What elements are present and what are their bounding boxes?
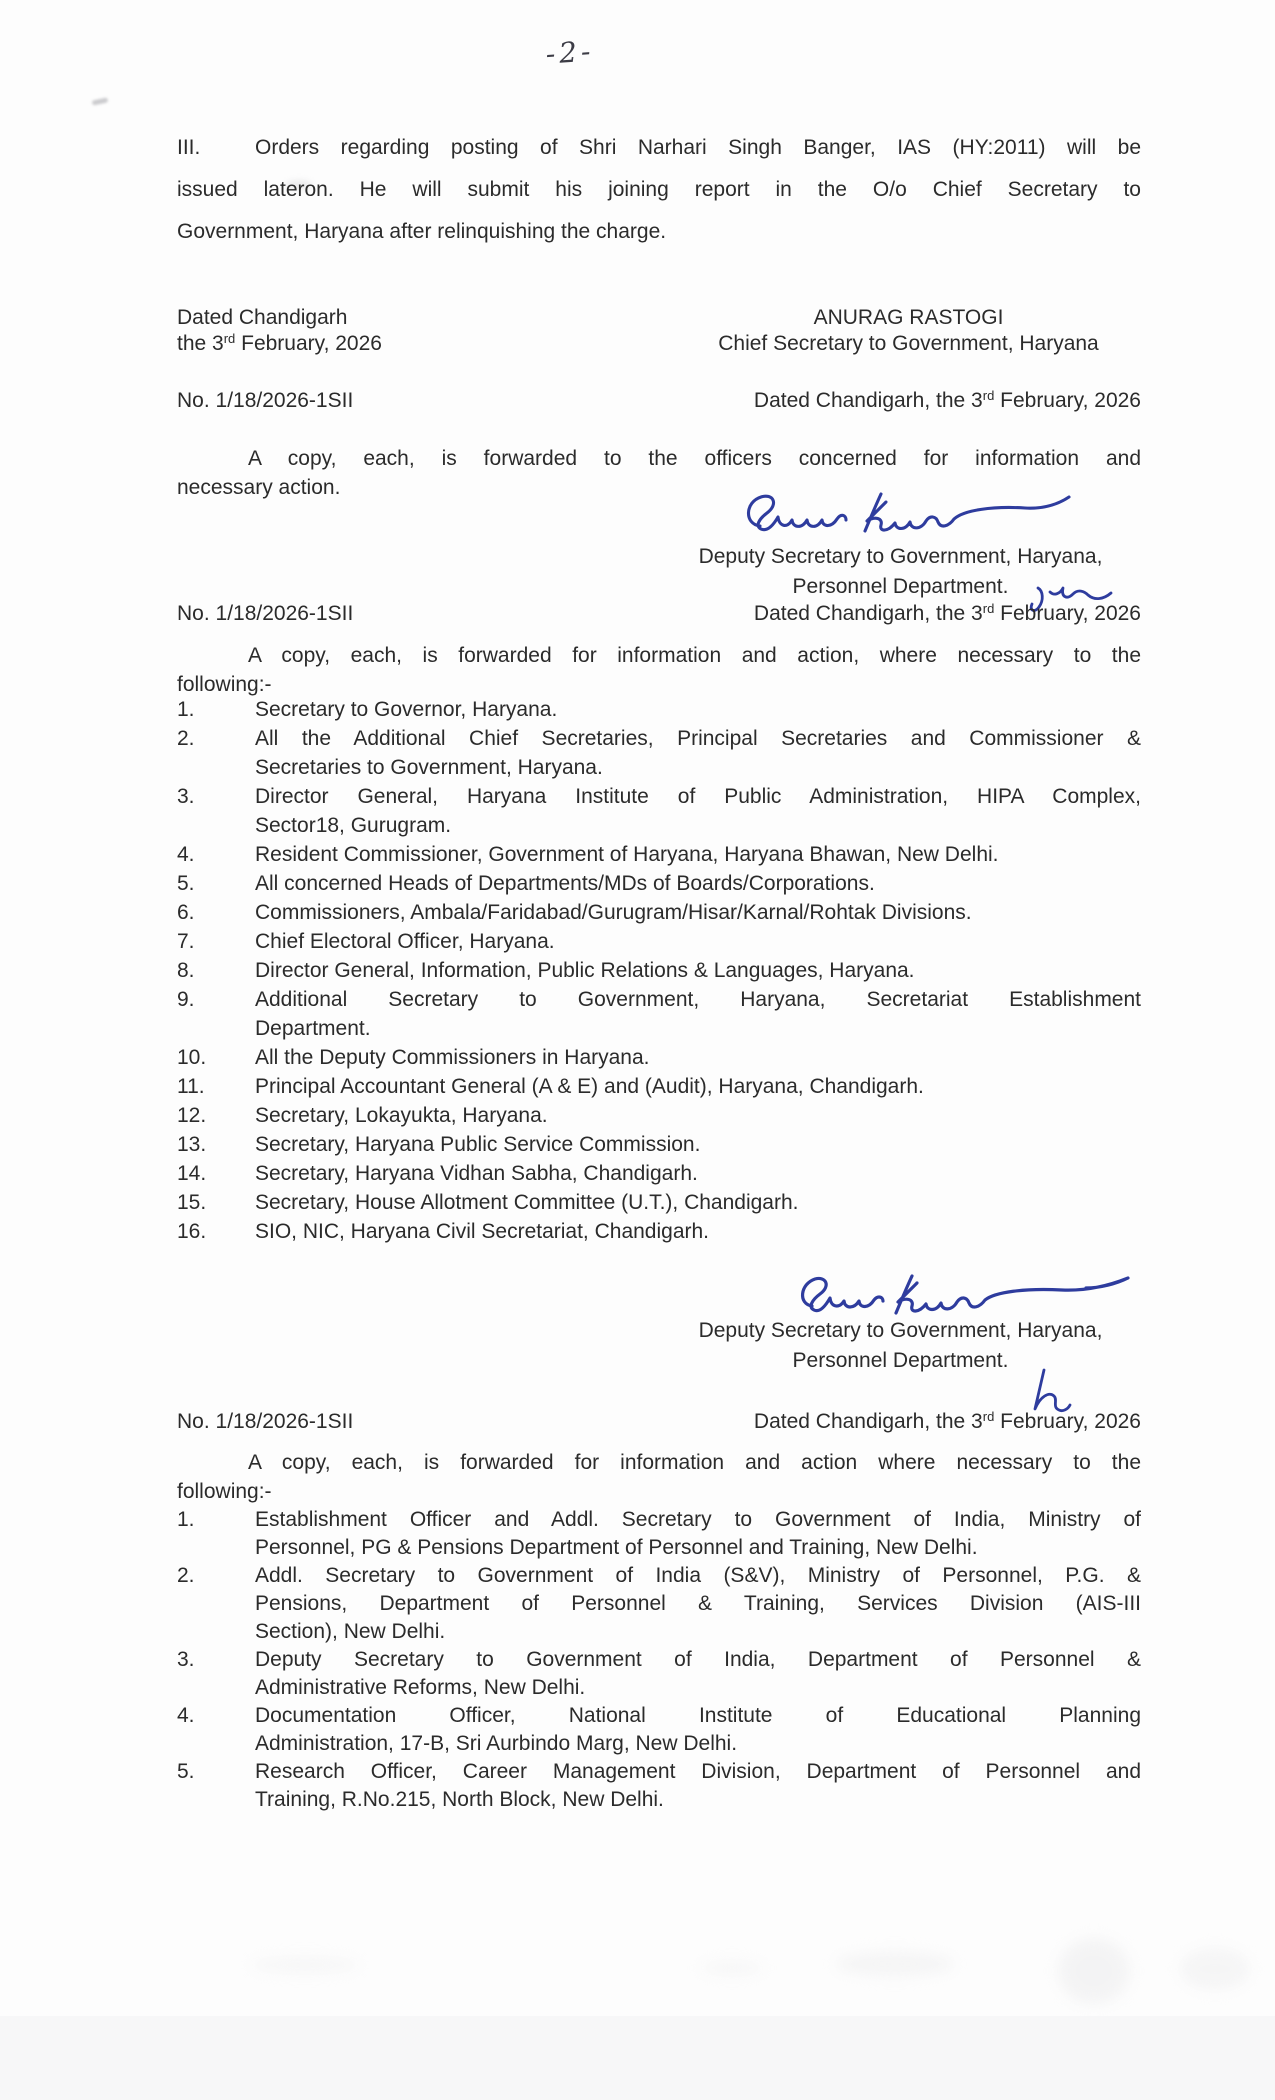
list-item: 8. Director General, Information, Public Relations & Languages, Haryana. bbox=[177, 959, 915, 982]
signatory-block bbox=[676, 305, 1141, 357]
ordinal-superscript: rd bbox=[982, 388, 995, 403]
list-item: 11. Principal Accountant General (A & E) and (Audit), Haryana, Chandigarh. bbox=[177, 1075, 924, 1098]
paragraph-line: necessary action. bbox=[177, 476, 341, 499]
paragraph-line: following:- bbox=[177, 673, 272, 696]
list-item: 10. All the Deputy Commissioners in Haryana. bbox=[177, 1046, 650, 1069]
page-number-mark: -2- bbox=[544, 34, 596, 71]
paragraph-line: issued lateron. He will submit his joining report in the O/o Chief Secretary to bbox=[177, 178, 1141, 201]
paragraph-line: Orders regarding posting of Shri Narhari Singh Banger, IAS (HY:2011) will be bbox=[255, 136, 1141, 159]
signatory-title: Chief Secretary to Government, Haryana bbox=[718, 332, 1099, 355]
signature-ink-suresh-kumar bbox=[790, 1270, 1135, 1320]
paragraph-line: A copy, each, is forwarded for information and action, where necessary to the bbox=[248, 644, 1141, 667]
list-item: 15. Secretary, House Allotment Committee (U.T.), Chandigarh. bbox=[177, 1191, 799, 1214]
ordinal-superscript: rd bbox=[982, 1409, 995, 1424]
deputy-secretary-block bbox=[660, 542, 1141, 602]
paragraph-line: A copy, each, is forwarded for information and action where necessary to the bbox=[248, 1451, 1141, 1474]
paragraph-line: A copy, each, is forwarded to the officers concerned for information and bbox=[248, 447, 1141, 470]
dated-date: the 3rd February, 2026 bbox=[177, 331, 382, 355]
list-item: 6. Commissioners, Ambala/Faridabad/Gurugram/Hisar/Karnal/Rohtak Divisions. bbox=[177, 901, 972, 924]
reference-number: No. 1/18/2026-1SII bbox=[177, 389, 354, 412]
distribution-list-2 bbox=[177, 1506, 1141, 1814]
list-item: 1. Secretary to Governor, Haryana. bbox=[177, 698, 558, 721]
list-item: 9. Additional Secretary to Government, Haryana, Secretariat Establishment Department. bbox=[177, 988, 1141, 1040]
reference-date: Dated Chandigarh, the 3rd February, 2026 bbox=[753, 388, 1141, 412]
paragraph-line: Government, Haryana after relinquishing the charge. bbox=[177, 220, 667, 243]
paragraph-number: III. bbox=[177, 136, 201, 159]
reference-number: No. 1/18/2026-1SII bbox=[177, 602, 354, 625]
distribution-list-1 bbox=[177, 695, 1141, 1246]
list-item: 5. Research Officer, Career Management Division, Department of Personnel and Training, R.No.215, North Block, New Delhi. bbox=[177, 1760, 1141, 1811]
forwarding-paragraph-2 bbox=[177, 641, 1141, 699]
reference-line bbox=[177, 599, 1141, 628]
list-item: 4. Resident Commissioner, Government of Haryana, Haryana Bhawan, New Delhi. bbox=[177, 843, 999, 866]
deputy-title-line: Deputy Secretary to Government, Haryana, bbox=[698, 545, 1103, 568]
list-item: 3. Director General, Haryana Institute of Public Administration, HIPA Complex, Sector18, Gurugram. bbox=[177, 785, 1141, 837]
list-item: 16. SIO, NIC, Haryana Civil Secretariat, Chandigarh. bbox=[177, 1220, 710, 1243]
paragraph-line: following:- bbox=[177, 1480, 272, 1503]
list-item: 3. Deputy Secretary to Government of India, Department of Personnel & Administrative Reforms, New Delhi. bbox=[177, 1648, 1141, 1699]
scan-bottom-band bbox=[0, 2016, 1275, 2100]
dated-place: Dated Chandigarh bbox=[177, 306, 348, 329]
scan-smudge bbox=[92, 97, 109, 105]
list-item: 2. Addl. Secretary to Government of India (S&V), Ministry of Personnel, P.G. & Pensions, Department of Personnel & Training, Services Division (AIS-III Section), New Delhi. bbox=[177, 1564, 1141, 1643]
ordinal-superscript: rd bbox=[223, 331, 236, 346]
reference-date: Dated Chandigarh, the 3rd February, 2026 bbox=[753, 601, 1141, 625]
signature-ink-suresh-kumar bbox=[735, 486, 1075, 540]
deputy-department-line: Personnel Department. bbox=[792, 1349, 1009, 1372]
list-item: 5. All concerned Heads of Departments/MDs of Boards/Corporations. bbox=[177, 872, 875, 895]
deputy-department-line: Personnel Department. bbox=[792, 575, 1009, 598]
list-item: 4. Documentation Officer, National Institute of Educational Planning Administration, 17-B, Sri Aurbindo Marg, New Delhi. bbox=[177, 1704, 1141, 1755]
list-item: 14. Secretary, Haryana Vidhan Sabha, Chandigarh. bbox=[177, 1162, 698, 1185]
list-item: 7. Chief Electoral Officer, Haryana. bbox=[177, 930, 555, 953]
reference-line bbox=[177, 1407, 1141, 1436]
reference-line bbox=[177, 386, 1141, 415]
ordinal-superscript: rd bbox=[982, 601, 995, 616]
list-item: 12. Secretary, Lokayukta, Haryana. bbox=[177, 1104, 548, 1127]
scan-smudge bbox=[250, 1958, 360, 1972]
deputy-secretary-block bbox=[660, 1316, 1141, 1376]
paragraph-iii bbox=[177, 127, 1141, 253]
dated-block bbox=[177, 305, 382, 357]
scan-smudge bbox=[1180, 1948, 1250, 1990]
scan-smudge bbox=[1058, 1938, 1130, 2004]
scan-smudge bbox=[700, 1962, 764, 1974]
reference-date: Dated Chandigarh, the 3rd February, 2026 bbox=[753, 1409, 1141, 1433]
forwarding-paragraph-3 bbox=[177, 1448, 1141, 1506]
signatory-name: ANURAG RASTOGI bbox=[813, 306, 1004, 329]
signoff-block bbox=[177, 305, 1141, 357]
scan-smudge bbox=[835, 1952, 955, 1976]
list-item: 1. Establishment Officer and Addl. Secretary to Government of India, Ministry of Personnel, PG & Pensions Department of Personnel and Training, New Delhi. bbox=[177, 1508, 1141, 1559]
deputy-title-line: Deputy Secretary to Government, Haryana, bbox=[698, 1319, 1103, 1342]
reference-number: No. 1/18/2026-1SII bbox=[177, 1410, 354, 1433]
list-item: 2. All the Additional Chief Secretaries, Principal Secretaries and Commissioner & Secretaries to Government, Haryana. bbox=[177, 727, 1141, 779]
list-item: 13. Secretary, Haryana Public Service Commission. bbox=[177, 1133, 701, 1156]
